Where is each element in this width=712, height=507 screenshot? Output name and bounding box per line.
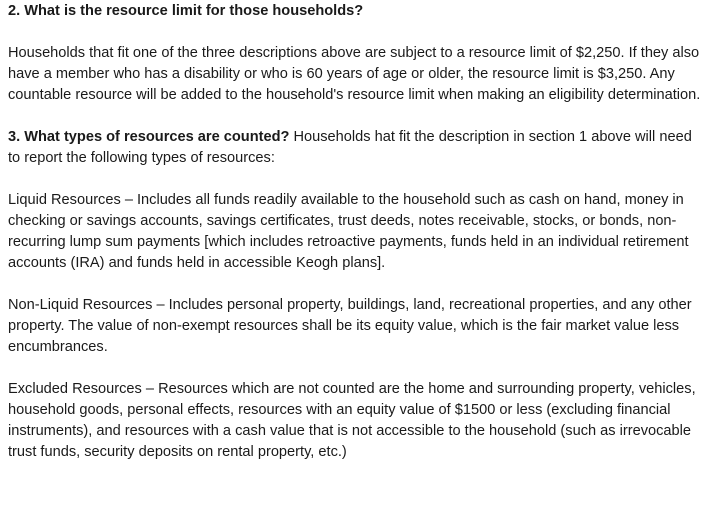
spacer xyxy=(8,358,704,379)
spacer xyxy=(8,169,704,190)
non-liquid-resources-paragraph: Non-Liquid Resources – Includes personal property, buildings, land, recreational properties, and any other property. The value of non-exempt resources shall be its equity value, which is the fair market value less encumbrances. xyxy=(8,297,692,355)
section-2-body: Households that fit one of the three descriptions above are subject to a resource limit of $2,250. If they also have a member who has a disability or who is 60 years of age or older, the resource limit is $3,250. Any countable resource will be added to the household's resource limit when making an eligibility determination. xyxy=(8,45,701,103)
section-2-heading xyxy=(8,0,704,22)
section-2-heading-text: 2. What is the resource limit for those households? xyxy=(8,3,364,19)
section-3-intro-paragraph xyxy=(8,127,704,169)
section-3-heading: 3. What types of resources are counted? xyxy=(8,129,290,145)
liquid-resources-paragraph: Liquid Resources – Includes all funds readily available to the household such as cash on hand, money in checking or savings accounts, savings certificates, trust deeds, notes receivable, stocks, or bonds, non-recurring lump sum payments [which includes retroactive payments, funds held in an individual retirement accounts (IRA) and funds held in accessible Keogh plans]. xyxy=(8,192,689,271)
spacer xyxy=(8,274,704,295)
section-3-intro: Households hat fit the description in section 1 above will need to report the following types of resources: xyxy=(8,129,692,166)
spacer xyxy=(8,106,704,127)
spacer xyxy=(8,22,704,43)
excluded-resources-paragraph: Excluded Resources – Resources which are not counted are the home and surrounding property, vehicles, household goods, personal effects, resources with an equity value of $1500 or less (excluding financial instruments), and resources with a cash value that is not accessible to the household (such as irrevocable trust funds, security deposits on rental property, etc.) xyxy=(8,381,696,460)
